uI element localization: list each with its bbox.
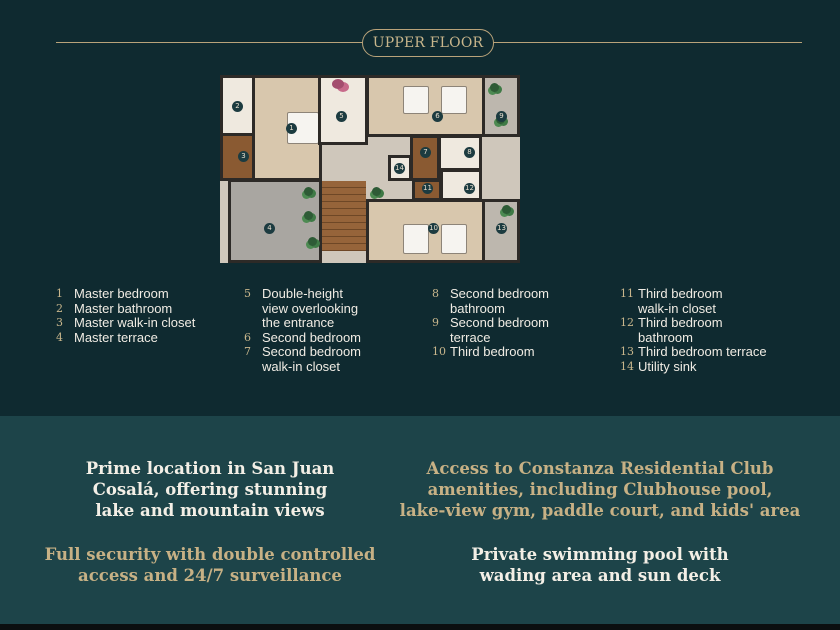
third-bed-b (441, 224, 467, 254)
legend-col-3 (432, 287, 549, 360)
room-marker-14: 14 (395, 164, 404, 172)
third-bathroom (440, 169, 482, 201)
legend-item: 8 Second bedroom bathroom (432, 286, 550, 316)
legend-item: 7 Second bedroom walk-in closet (244, 344, 362, 374)
legend-item: 3 Master walk-in closet (56, 315, 196, 331)
legend-item: 11 Third bedroom walk-in closet (620, 286, 723, 316)
legend-item: 2 Master bathroom (56, 300, 173, 316)
section-title: UPPER FLOOR (362, 29, 494, 57)
plant (490, 83, 499, 92)
legend-item: 14 Utility sink (620, 358, 697, 374)
room-marker-7: 7 (420, 147, 431, 158)
legend-col-2 (244, 287, 361, 375)
feature-pool: Private swimming pool with wading area and sun deck (471, 545, 729, 585)
feature-security: Full security with double controlled access and 24/7 surveillance (44, 545, 376, 585)
legend-col-1 (56, 287, 195, 345)
staircase (322, 181, 366, 251)
flower-planter (332, 79, 344, 89)
plant (372, 187, 381, 196)
second-bed-a (403, 86, 429, 114)
legend-item: 1 Master bedroom (56, 286, 169, 301)
room-marker-11: 11 (423, 184, 432, 192)
legend-item: 10 Third bedroom (432, 344, 535, 360)
section-header (56, 28, 802, 56)
feature-location: Prime location in San Juan Cosalá, offering stunning lake and mountain views (85, 459, 335, 520)
footer-strip (0, 624, 840, 630)
legend-item: 5 Double-height view overlooking the entrance (244, 286, 359, 331)
room-marker-10: 10 (429, 224, 438, 232)
plant (502, 205, 511, 214)
features-panel (0, 416, 840, 624)
room-marker-9: 9 (496, 111, 507, 122)
room-marker-2: 2 (232, 101, 243, 112)
legend-col-4 (620, 287, 767, 375)
feature-club-access: Access to Constanza Residential Club amenities, including Clubhouse pool, lake-view gym, paddle court, and kids' area (399, 459, 801, 520)
plant (304, 211, 313, 220)
legend-item: 6 Second bedroom (244, 329, 362, 345)
second-bathroom (438, 135, 482, 171)
room-marker-5: 5 (336, 111, 347, 122)
legend-item: 4 Master terrace (56, 329, 158, 345)
room-marker-13: 13 (497, 224, 506, 232)
room-marker-4: 4 (264, 223, 275, 234)
legend-item: 12 Third bedroom bathroom (620, 315, 723, 345)
room-marker-1: 1 (286, 123, 297, 134)
room-marker-6: 6 (432, 111, 443, 122)
legend-item: 13 Third bedroom terrace (620, 344, 767, 360)
third-bedroom (366, 199, 486, 263)
second-closet (410, 135, 440, 181)
room-marker-12: 12 (465, 184, 474, 192)
plant (308, 237, 317, 246)
second-bedroom (366, 75, 486, 137)
third-bed-a (403, 224, 429, 254)
floor-plan (220, 75, 520, 263)
room-marker-8: 8 (464, 147, 475, 158)
legend-item: 9 Second bedroom terrace (432, 315, 550, 345)
second-terrace (482, 75, 520, 137)
second-bed-b (441, 86, 467, 114)
plant (304, 187, 313, 196)
room-marker-3: 3 (238, 151, 249, 162)
